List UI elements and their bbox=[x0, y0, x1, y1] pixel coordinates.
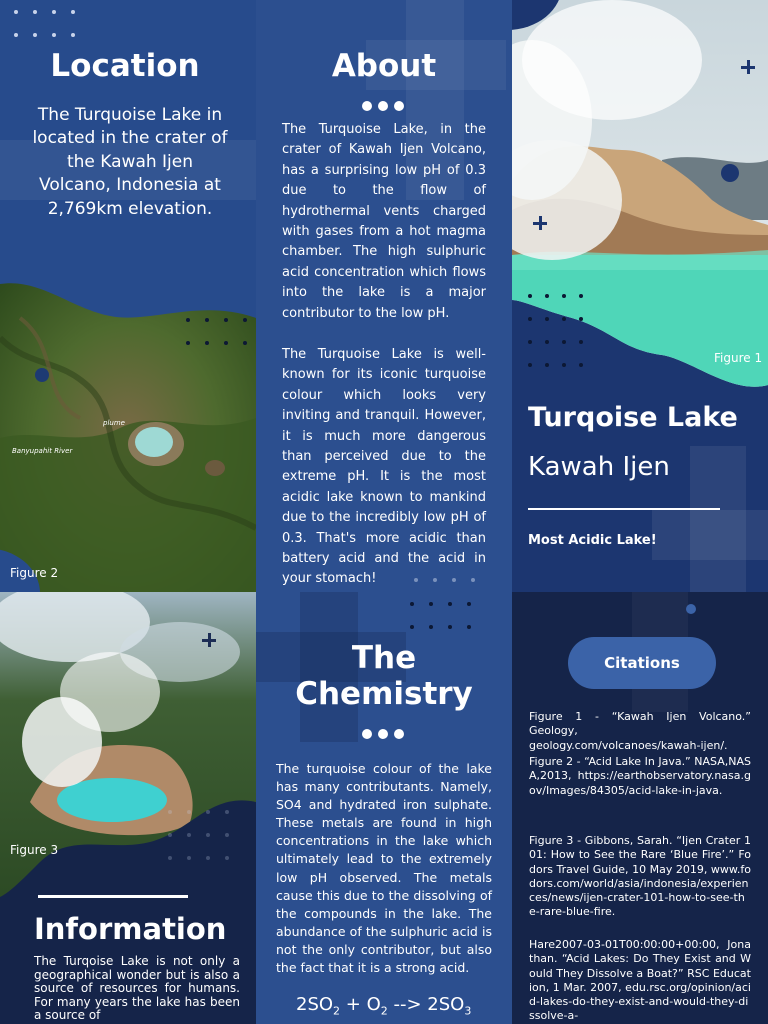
map-label-river: Banyupahit River bbox=[12, 447, 73, 455]
citation-item: Figure 1 - “Kawah Ijen Volcano.” Geology, geology.com/volcanoes/kawah-ijen/. bbox=[529, 710, 751, 752]
citations-panel bbox=[512, 592, 768, 1024]
equation-subscript: 2 bbox=[333, 1004, 341, 1018]
figure-3-caption: Figure 3 bbox=[10, 843, 59, 857]
chemistry-panel bbox=[256, 592, 512, 1024]
decorative-circle bbox=[35, 368, 49, 382]
about-paragraph-1: The Turquoise Lake, in the crater of Kawah Ijen Volcano, has a surprising low pH of 0.3 due to the flow of hydrothermal vents charged with gases from a hot magma chamber. The high sulphuric acid concentration which flows into the lake is a major contributor to the low pH. bbox=[282, 122, 486, 321]
dot-grid bbox=[414, 578, 490, 582]
equation-reactant: 2SO bbox=[296, 994, 334, 1015]
three-dots-divider bbox=[362, 729, 404, 739]
cover-tagline: Most Acidic Lake! bbox=[528, 533, 657, 548]
about-paragraph-2: The Turquoise Lake is well-known for its iconic turquoise colour which looks very inviting and tranquil. However, it is much more dangerous than perceived due to the extreme pH. It is the most acidic lake known to mankind due to the incredibly low pH of 0.3. That's more acidic than battery acid and the acid in your stomach! bbox=[282, 347, 486, 587]
chemistry-title-line-2: Chemistry bbox=[295, 676, 473, 712]
plus-icon bbox=[202, 633, 216, 647]
citations-button[interactable]: Citations bbox=[568, 637, 716, 689]
decorative-circle bbox=[686, 604, 696, 614]
decorative-plus-shape bbox=[652, 510, 768, 560]
three-dots-divider bbox=[362, 101, 404, 111]
dot-grid bbox=[168, 810, 244, 860]
figure-1-caption: Figure 1 bbox=[714, 351, 763, 365]
equation-plus-oxygen: + O bbox=[340, 994, 381, 1015]
dot-grid bbox=[410, 602, 486, 629]
information-title: Information bbox=[34, 912, 227, 946]
cover-panel bbox=[512, 0, 768, 592]
map-label-plume: plume bbox=[103, 419, 125, 427]
dot-grid bbox=[528, 294, 596, 367]
about-panel bbox=[256, 0, 512, 592]
information-text: The Turqoise Lake is not only a geographical wonder but is also a source of resources for humans. For many years the lake has been a source of bbox=[34, 954, 240, 1023]
citation-item: Figure 2 - “Acid Lake In Java.” NASA,NASA,2013, https://earthobservatory.nasa.gov/Images/84305/acid-lake-in-java. bbox=[529, 755, 751, 797]
chemical-equation bbox=[296, 994, 471, 1018]
cover-subtitle: Kawah Ijen bbox=[528, 452, 670, 482]
divider-line bbox=[528, 508, 720, 510]
chemistry-title-line-1: The bbox=[351, 640, 417, 676]
about-title: About bbox=[331, 48, 437, 84]
plus-icon bbox=[533, 216, 547, 230]
dot-grid bbox=[14, 10, 90, 37]
citation-item: Hare2007-03-01T00:00:00+00:00, Jonathan. “Acid Lakes: Do They Exist and Would They Dissolve a Boat?” RSC Education, 1 Mar. 2007, edu.rsc.org/opinion/acid-lakes-do-they-exist-and-would-they-dissolve-a- bbox=[529, 938, 751, 1023]
equation-product: --> 2SO bbox=[387, 994, 465, 1015]
figure-2-caption: Figure 2 bbox=[10, 566, 59, 580]
chemistry-text: The turquoise colour of the lake has many contributants. Namely, SO4 and hydrated iron sulphate. These metals are found in high concentrations in the lake which ultimately lead to the extremely low pH observed. The metals cause this due to the dissolving of the compounds in the lake. The abundance of the sulphuric acid is not the only contributor, but also the fact that it is a strong acid. bbox=[276, 761, 492, 976]
location-panel bbox=[0, 0, 256, 592]
divider-line bbox=[38, 895, 188, 898]
location-title: Location bbox=[50, 48, 200, 84]
citation-item: Figure 3 - Gibbons, Sarah. “Ijen Crater 101: How to See the Rare ‘Blue Fire’.” Fodors Travel Guide, 10 May 2019, www.fodors.com/world/asia/indonesia/experiences/news/ijen-crater-101-how-to-see-the-rare-blue-fire. bbox=[529, 834, 751, 919]
information-panel bbox=[0, 592, 256, 1024]
chemistry-title bbox=[256, 640, 512, 712]
decorative-circle bbox=[721, 164, 739, 182]
location-text: The Turquoise Lake in located in the crater of the Kawah Ijen Volcano, Indonesia at 2,769km elevation. bbox=[32, 105, 228, 219]
dot-grid bbox=[186, 318, 256, 345]
cover-title: Turqoise Lake bbox=[528, 402, 738, 433]
equation-subscript: 3 bbox=[464, 1004, 472, 1018]
equation-subscript: 2 bbox=[380, 1004, 388, 1018]
plus-icon bbox=[741, 60, 755, 74]
